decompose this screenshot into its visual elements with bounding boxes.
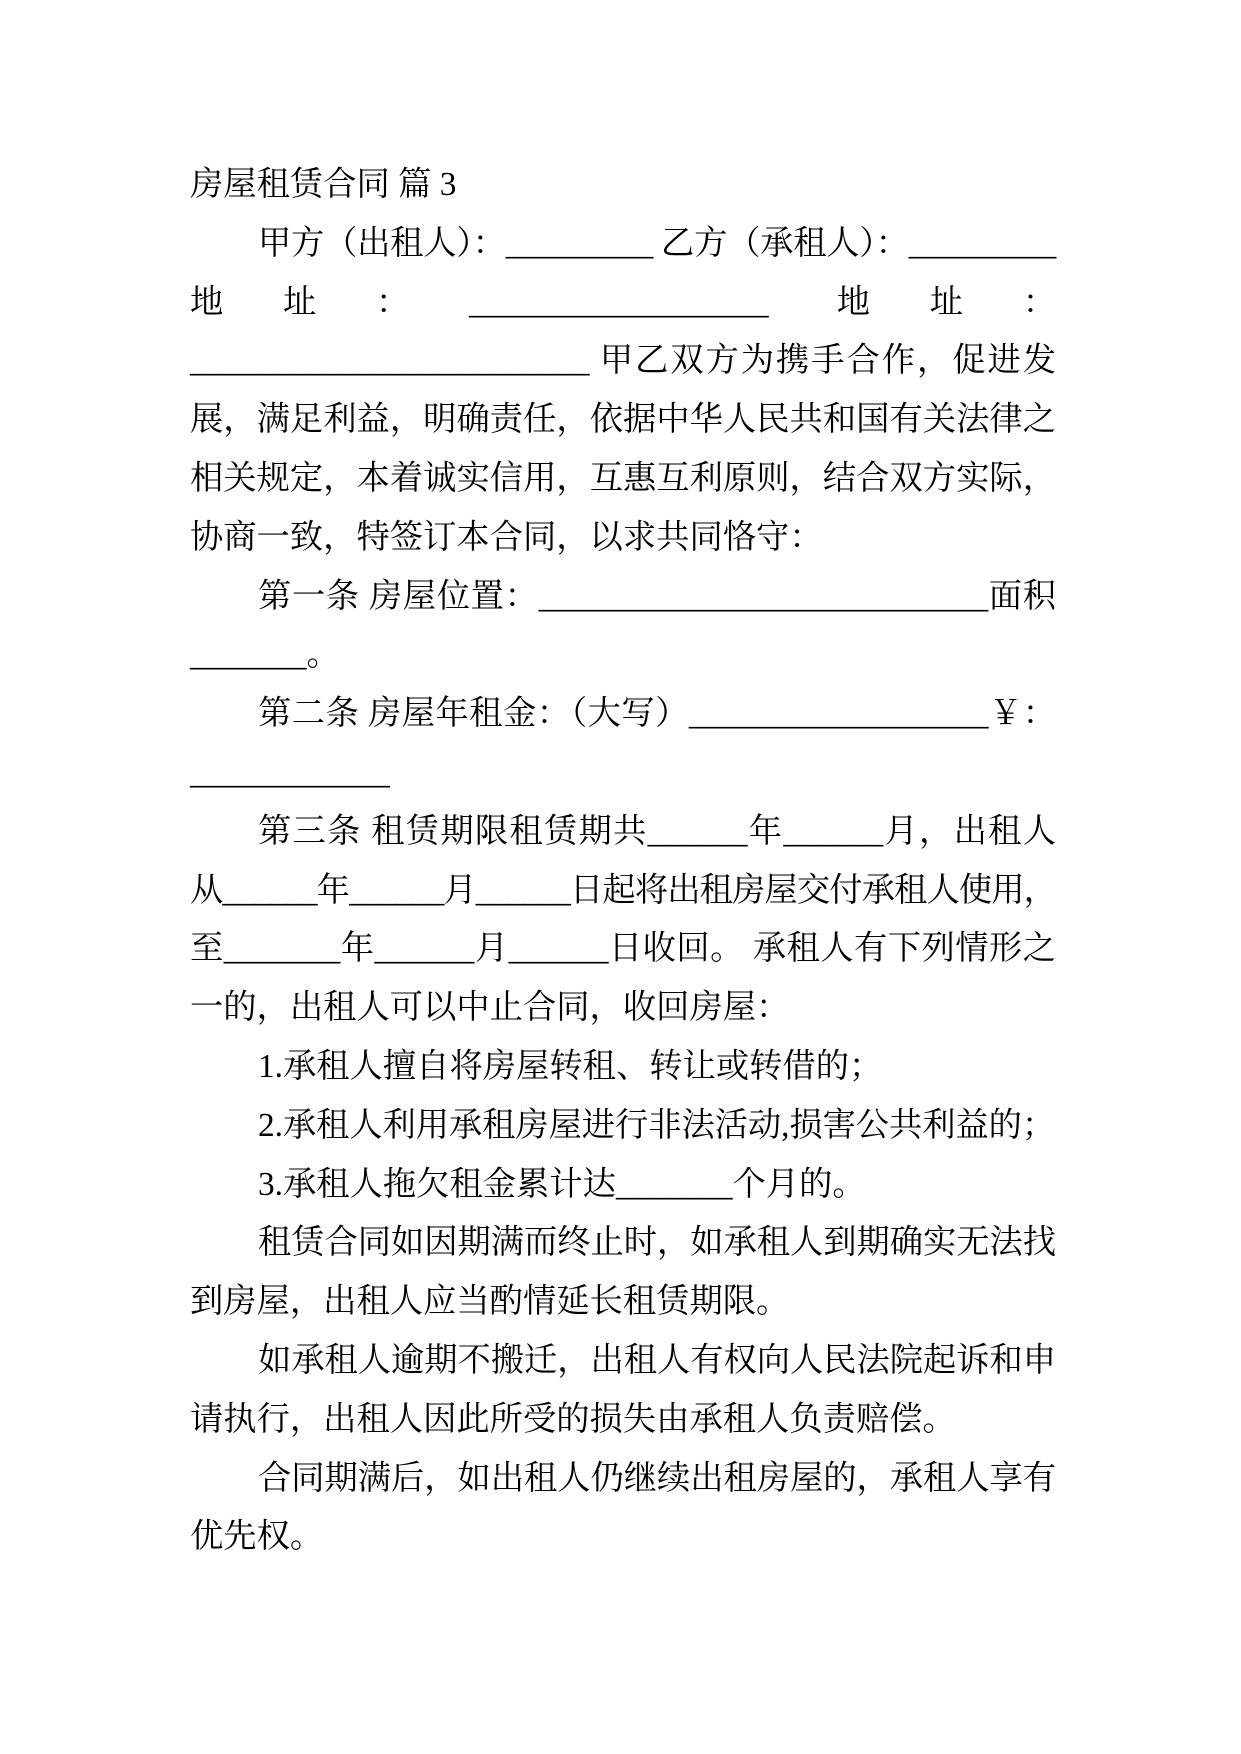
termination-condition-2 xyxy=(190,1097,1056,1156)
text-line: 从______年______月______日起将出租房屋交付承租人使用， xyxy=(190,871,1056,909)
text-line: 相关规定，本着诚实信用，互惠互利原则，结合双方实际， xyxy=(190,459,1056,497)
document-body xyxy=(190,156,1056,1567)
text-line: 2.承租人利用承租房屋进行非法活动,损害公共利益的； xyxy=(258,1106,1056,1144)
text-line: 第一条 房屋位置：___________________________面积 xyxy=(258,577,1056,615)
text-line: 租赁合同如因期满而终止时，如承租人到期确实无法找 xyxy=(258,1224,1056,1262)
text-line: 协商一致，特签订本合同，以求共同恪守： xyxy=(190,518,823,556)
text-line: 如承租人逾期不搬迁，出租人有权向人民法院起诉和申 xyxy=(258,1341,1056,1379)
article-3-term-paragraph xyxy=(190,803,1056,1038)
lease-extension-paragraph xyxy=(190,1214,1056,1332)
renewal-priority-paragraph xyxy=(190,1450,1056,1568)
text-line: 第二条 房屋年租金：（大写）__________________￥： xyxy=(258,695,1056,733)
eviction-enforcement-paragraph xyxy=(190,1332,1056,1450)
text-line: 请执行，出租人因此所受的损失由承租人负责赔偿。 xyxy=(190,1400,956,1438)
text-line: ________________________ 甲乙双方为携手合作，促进发 xyxy=(190,342,1056,380)
text-line: 优先权。 xyxy=(190,1518,324,1556)
parties-and-purpose-paragraph xyxy=(190,215,1056,568)
text-line: 合同期满后，如出租人仍继续出租房屋的，承租人享有 xyxy=(258,1459,1056,1497)
text-line: 第三条 租赁期限租赁期共______年______月，出租人 xyxy=(258,812,1056,850)
text-line: ____________ xyxy=(190,753,390,791)
article-1-premises-paragraph xyxy=(190,568,1056,686)
text-line: _______。 xyxy=(190,636,340,674)
article-2-rent-paragraph xyxy=(190,685,1056,803)
text-line: 一的，出租人可以中止合同，收回房屋： xyxy=(190,989,790,1027)
text-line: 甲方（出租人）：_________ 乙方（承租人）：_________ xyxy=(258,224,1056,262)
termination-condition-1 xyxy=(190,1038,1056,1097)
document-title: 房屋租赁合同 篇 3 xyxy=(190,166,457,203)
text-line: 展，满足利益，明确责任，依据中华人民共和国有关法律之 xyxy=(190,401,1056,439)
termination-condition-3 xyxy=(190,1156,1056,1215)
text-line: 至_______年______月______日收回。 承租人有下列情形之 xyxy=(190,930,1056,968)
text-line: 到房屋，出租人应当酌情延长租赁期限。 xyxy=(190,1283,790,1321)
text-line: 3.承租人拖欠租金累计达_______个月的。 xyxy=(258,1165,866,1203)
text-line: 地址：__________________ 地址： xyxy=(190,283,1056,321)
text-line: 1.承租人擅自将房屋转租、转让或转借的； xyxy=(258,1047,883,1085)
